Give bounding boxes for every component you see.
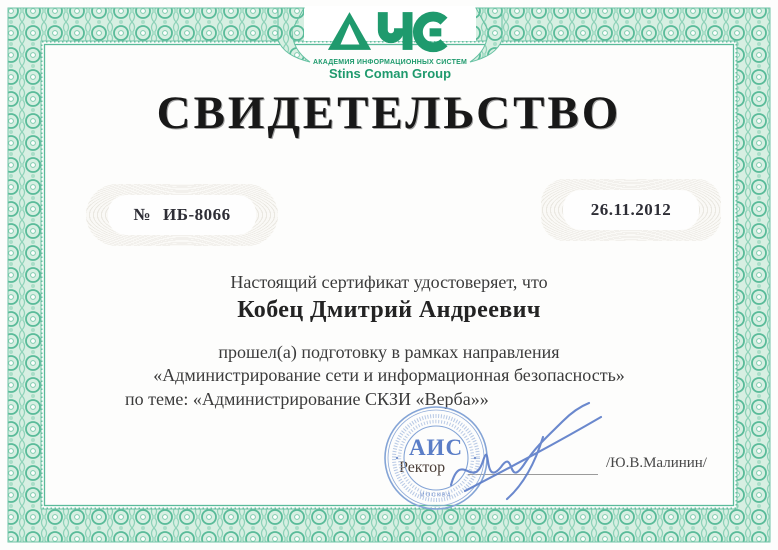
signature-ink <box>443 397 618 505</box>
certificate-title: СВИДЕТЕЛЬСТВО <box>156 87 622 139</box>
certifies-line: Настоящий сертификат удостоверяет, что <box>230 272 548 292</box>
logo-group-line: Stins Coman Group <box>328 66 452 81</box>
ais-logo <box>299 9 481 81</box>
rector-label: Ректор <box>399 459 446 476</box>
certificate-number <box>133 205 230 225</box>
stamp-city-text: МОСКВА <box>419 492 453 499</box>
holder-name: Кобец Дмитрий Андреевич <box>237 297 541 323</box>
number-value: ИБ-8066 <box>162 205 231 224</box>
topic-line: по теме: «Администрирование СКЗИ «Верба»» <box>125 389 489 409</box>
signatory-name: /Ю.В.Малинин/ <box>606 455 707 471</box>
training-line: прошел(а) подготовку в рамках направления <box>218 342 560 362</box>
logo-acronym <box>453 9 454 10</box>
logo-academy-line: АКАДЕМИЯ ИНФОРМАЦИОННЫХ СИСТЕМ <box>312 59 467 66</box>
stamp-center-text: АИС <box>408 435 464 460</box>
number-sign: № <box>133 205 151 224</box>
ais-logo-monogram <box>327 9 453 53</box>
program-line: «Администрирование сети и информационная безопасность» <box>153 365 625 385</box>
issue-date: 26.11.2012 <box>590 200 672 219</box>
